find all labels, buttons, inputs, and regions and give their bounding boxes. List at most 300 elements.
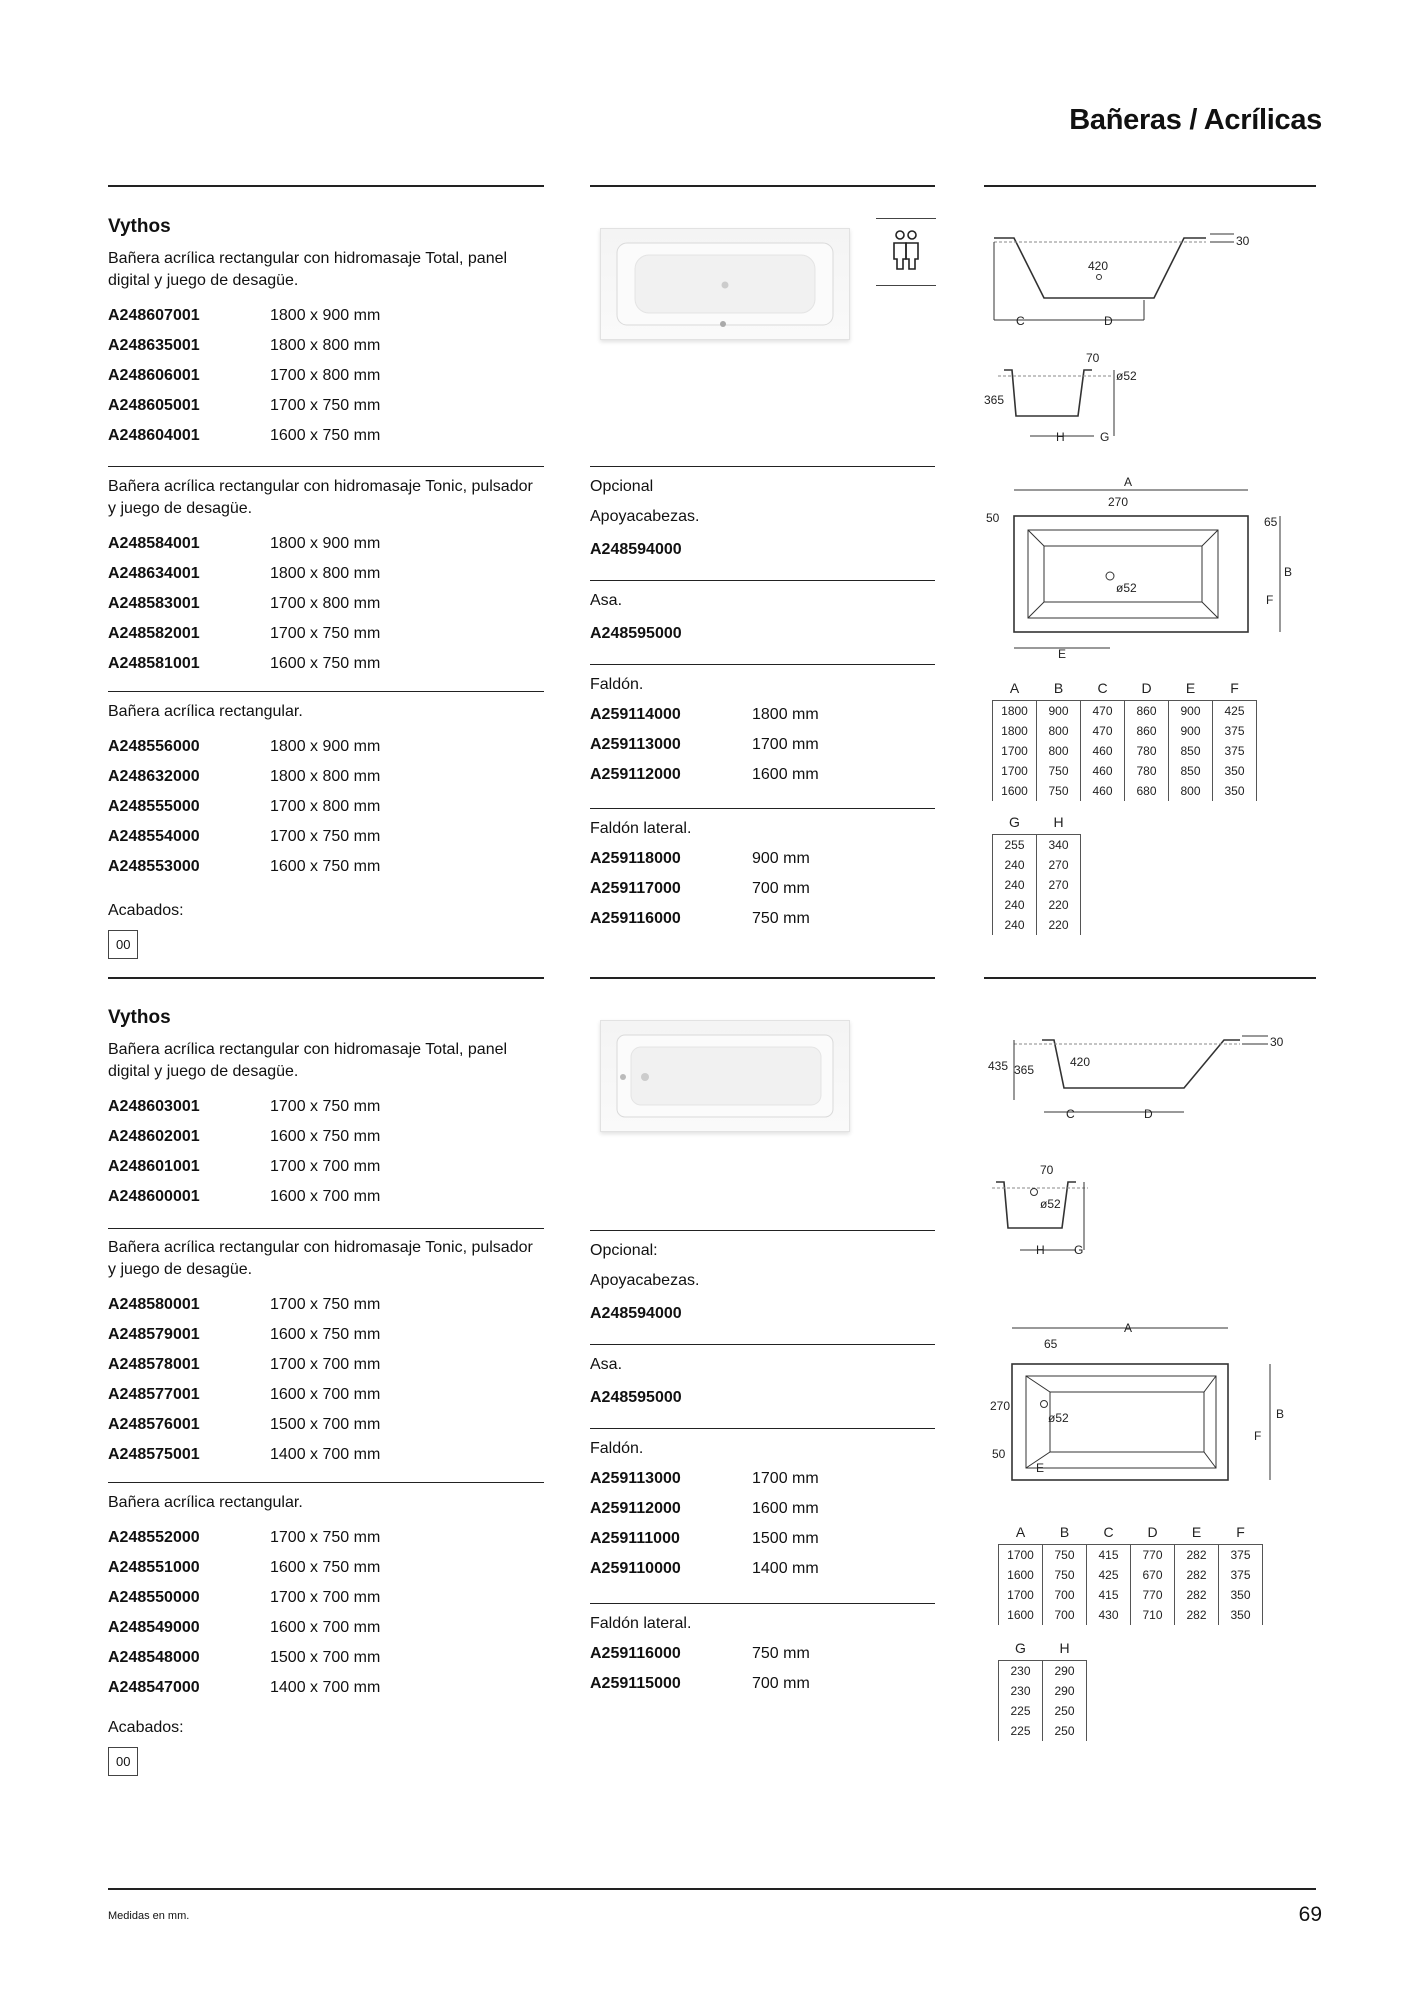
panel-row xyxy=(590,1554,935,1584)
dim-label: ø52 xyxy=(1116,581,1137,595)
product-code: A248577001 xyxy=(108,1386,200,1403)
section1-group3 xyxy=(108,701,544,959)
section2-handle xyxy=(590,1350,935,1416)
section1-options xyxy=(590,472,935,568)
table-row xyxy=(993,895,1081,915)
table-cell: 225 xyxy=(999,1701,1043,1721)
bathtub-illustration xyxy=(601,1021,849,1131)
panel-dim: 1500 mm xyxy=(752,1530,819,1547)
product-row xyxy=(108,1673,544,1703)
product-dim: 1800 x 900 mm xyxy=(270,738,381,755)
product-code: A248552000 xyxy=(108,1529,200,1546)
product-dim: 1400 x 700 mm xyxy=(270,1679,381,1696)
product-code: A248605001 xyxy=(108,397,200,414)
table-cell: 700 xyxy=(1043,1605,1087,1625)
section1-rule-left xyxy=(108,185,544,187)
panel-dim: 1600 mm xyxy=(752,1500,819,1517)
dim-label: 30 xyxy=(1270,1035,1284,1049)
table-cell: 460 xyxy=(1081,761,1125,781)
product-dim: 1700 x 750 mm xyxy=(270,397,381,414)
product-row xyxy=(108,1613,544,1643)
dim-label: C xyxy=(1016,314,1025,328)
bathtub-photo xyxy=(600,228,850,340)
product-dim: 1700 x 750 mm xyxy=(270,828,381,845)
product-code: A248553000 xyxy=(108,858,200,875)
product-code: A248575001 xyxy=(108,1446,200,1463)
product-dim: 1700 x 800 mm xyxy=(270,595,381,612)
table-cell: 1700 xyxy=(999,1585,1043,1605)
options-divider xyxy=(590,808,935,809)
section2-options xyxy=(590,1236,935,1332)
options-heading: Opcional: xyxy=(590,1242,658,1259)
panel-dim: 1700 mm xyxy=(752,1470,819,1487)
table-cell: 255 xyxy=(993,835,1037,856)
section1-side-panel xyxy=(590,814,935,934)
product-code: A248554000 xyxy=(108,828,200,845)
table-cell: 900 xyxy=(1169,721,1213,741)
product-row xyxy=(108,1350,544,1380)
product-dim: 1500 x 700 mm xyxy=(270,1649,381,1666)
table-cell: 240 xyxy=(993,895,1037,915)
product-code: A248606001 xyxy=(108,367,200,384)
table-cell: 770 xyxy=(1131,1545,1175,1566)
table-cell: 1800 xyxy=(993,721,1037,741)
group-description: Bañera acrílica rectangular con hidromasaje Total, panel digital y juego de desagüe. xyxy=(108,1041,508,1080)
table-header: D xyxy=(1147,1524,1158,1540)
section2-rule-right xyxy=(984,977,1316,979)
table-cell: 240 xyxy=(993,855,1037,875)
product-dim: 1600 x 750 mm xyxy=(270,427,381,444)
table-cell: 270 xyxy=(1037,875,1081,895)
product-row xyxy=(108,762,544,792)
product-code: A248601001 xyxy=(108,1158,200,1175)
product-code: A248584001 xyxy=(108,535,200,552)
table-cell: 800 xyxy=(1169,781,1213,801)
dim-label: 70 xyxy=(1040,1163,1054,1177)
table-cell: 1800 xyxy=(993,701,1037,722)
options-divider xyxy=(590,1603,935,1604)
panel-code: A259111000 xyxy=(590,1530,680,1547)
dimensions-table xyxy=(992,680,1257,801)
table-header: G xyxy=(1015,1640,1026,1656)
options-divider xyxy=(590,580,935,581)
table-cell: 1700 xyxy=(999,1545,1043,1566)
handle-code: A248595000 xyxy=(590,1389,682,1406)
dim-label: 70 xyxy=(1086,351,1100,365)
table-cell: 340 xyxy=(1037,835,1081,856)
product-dim: 1800 x 800 mm xyxy=(270,565,381,582)
product-row xyxy=(108,619,544,649)
product-dim: 1700 x 800 mm xyxy=(270,798,381,815)
product-row xyxy=(108,792,544,822)
product-code: A248581001 xyxy=(108,655,200,672)
dim-label: 435 xyxy=(988,1059,1009,1073)
table-row xyxy=(999,1721,1087,1741)
panel-dim: 1600 mm xyxy=(752,766,819,783)
table-cell: 375 xyxy=(1213,741,1257,761)
table-cell: 1700 xyxy=(993,761,1037,781)
options-divider xyxy=(590,466,935,467)
product-dim: 1700 x 750 mm xyxy=(270,625,381,642)
table-cell: 750 xyxy=(1043,1545,1087,1566)
product-row xyxy=(108,822,544,852)
page-title: Bañeras / Acrílicas xyxy=(1069,104,1322,136)
table-cell: 850 xyxy=(1169,761,1213,781)
table-cell: 290 xyxy=(1043,1681,1087,1701)
table-row xyxy=(993,835,1081,856)
group-description: Bañera acrílica rectangular. xyxy=(108,703,303,720)
dim-label: 420 xyxy=(1070,1055,1091,1069)
section1-rule-mid xyxy=(590,185,935,187)
side-panel-row xyxy=(590,874,935,904)
options-divider xyxy=(590,1230,935,1231)
product-row xyxy=(108,732,544,762)
table-cell: 282 xyxy=(1175,1605,1219,1625)
product-code: A248550000 xyxy=(108,1589,200,1606)
side-panel-row xyxy=(590,1669,935,1699)
two-person-icon-box xyxy=(876,218,936,286)
table-cell: 375 xyxy=(1219,1545,1263,1566)
handle-row xyxy=(590,616,935,652)
table-header: H xyxy=(1053,814,1064,830)
table-header: C xyxy=(1097,680,1108,696)
dim-label: E xyxy=(1058,647,1067,660)
technical-drawing xyxy=(984,1018,1314,1498)
table-cell: 350 xyxy=(1219,1605,1263,1625)
headrest-label: Apoyacabezas. xyxy=(590,508,700,525)
product-row xyxy=(108,1440,544,1470)
dim-label: G xyxy=(1074,1243,1084,1257)
panel-row xyxy=(590,1494,935,1524)
side-panel-dim: 900 mm xyxy=(752,850,810,867)
section1-products xyxy=(108,216,544,451)
dim-label: D xyxy=(1144,1107,1153,1121)
dimensions-table xyxy=(998,1524,1263,1625)
headrest-row xyxy=(590,532,935,568)
product-row xyxy=(108,589,544,619)
family-title: Vythos xyxy=(108,216,171,237)
product-dim: 1700 x 750 mm xyxy=(270,1098,381,1115)
table-header: B xyxy=(1053,680,1064,696)
panel-label: Faldón. xyxy=(590,676,644,693)
product-row xyxy=(108,559,544,589)
group-description: Bañera acrílica rectangular con hidromasaje Tonic, pulsador y juego de desagüe. xyxy=(108,1239,533,1278)
table-cell: 230 xyxy=(999,1681,1043,1701)
gh-dimensions-table xyxy=(992,814,1081,935)
side-panel-dim: 750 mm xyxy=(752,1645,810,1662)
table-cell: 220 xyxy=(1037,895,1081,915)
table-cell: 770 xyxy=(1131,1585,1175,1605)
table-cell: 460 xyxy=(1081,781,1125,801)
table-row xyxy=(993,875,1081,895)
product-dim: 1700 x 700 mm xyxy=(270,1158,381,1175)
table-row xyxy=(993,721,1257,741)
product-code: A248635001 xyxy=(108,337,200,354)
table-cell: 900 xyxy=(1037,701,1081,722)
product-dim: 1500 x 700 mm xyxy=(270,1416,381,1433)
table-header: A xyxy=(1015,1524,1026,1540)
section1-rule-right xyxy=(984,185,1316,187)
product-row xyxy=(108,1290,544,1320)
side-panel-code: A259118000 xyxy=(590,850,681,867)
finish-swatch[interactable]: 00 xyxy=(108,1747,138,1776)
table-row xyxy=(999,1701,1087,1721)
product-dim: 1800 x 800 mm xyxy=(270,768,381,785)
product-row xyxy=(108,391,544,421)
dim-label: H xyxy=(1036,1243,1045,1257)
footer-note: Medidas en mm. xyxy=(108,1910,190,1922)
table-row xyxy=(993,761,1257,781)
section2-rule-mid xyxy=(590,977,935,979)
product-dim: 1400 x 700 mm xyxy=(270,1446,381,1463)
table-cell: 425 xyxy=(1213,701,1257,722)
product-row xyxy=(108,331,544,361)
table-cell: 240 xyxy=(993,875,1037,895)
table-cell: 1700 xyxy=(993,741,1037,761)
gh-dimensions-table xyxy=(998,1640,1087,1741)
product-row xyxy=(108,1320,544,1350)
side-panel-code: A259116000 xyxy=(590,1645,681,1662)
product-code: A248582001 xyxy=(108,625,200,642)
product-row xyxy=(108,1553,544,1583)
side-panel-row xyxy=(590,904,935,934)
group-description: Bañera acrílica rectangular con hidromasaje Total, panel digital y juego de desagüe. xyxy=(108,250,508,289)
product-row xyxy=(108,1523,544,1553)
dim-label: B xyxy=(1284,565,1293,579)
family-title: Vythos xyxy=(108,1007,171,1028)
table-cell: 470 xyxy=(1081,701,1125,722)
table-cell: 460 xyxy=(1081,741,1125,761)
headrest-code: A248594000 xyxy=(590,1305,682,1322)
table-cell: 900 xyxy=(1169,701,1213,722)
side-panel-code: A259117000 xyxy=(590,880,681,897)
section2-rule-left xyxy=(108,977,544,979)
product-code: A248578001 xyxy=(108,1356,200,1373)
finish-swatch[interactable]: 00 xyxy=(108,930,138,959)
table-cell: 375 xyxy=(1219,1565,1263,1585)
section1-panel xyxy=(590,670,935,790)
table-cell: 1600 xyxy=(999,1605,1043,1625)
product-row xyxy=(108,1643,544,1673)
side-panel-row xyxy=(590,1639,935,1669)
table-header: C xyxy=(1103,1524,1114,1540)
product-dim: 1600 x 700 mm xyxy=(270,1619,381,1636)
table-cell: 282 xyxy=(1175,1545,1219,1566)
table-row xyxy=(999,1565,1263,1585)
table-cell: 860 xyxy=(1125,721,1169,741)
table-cell: 350 xyxy=(1213,781,1257,801)
product-code: A248556000 xyxy=(108,738,200,755)
dim-label: ø52 xyxy=(1040,1197,1061,1211)
table-cell: 350 xyxy=(1213,761,1257,781)
table-cell: 220 xyxy=(1037,915,1081,935)
product-dim: 1700 x 700 mm xyxy=(270,1356,381,1373)
headrest-code: A248594000 xyxy=(590,541,682,558)
handle-label: Asa. xyxy=(590,592,623,609)
panel-code: A259112000 xyxy=(590,1500,681,1517)
table-cell: 670 xyxy=(1131,1565,1175,1585)
table-cell: 1600 xyxy=(993,781,1037,801)
product-list xyxy=(108,301,544,451)
section1-handle xyxy=(590,586,935,652)
product-code: A248600001 xyxy=(108,1188,200,1205)
table-row xyxy=(999,1661,1087,1682)
table-header: F xyxy=(1230,680,1239,696)
product-row xyxy=(108,529,544,559)
dim-label: 270 xyxy=(990,1399,1011,1413)
group-divider xyxy=(108,466,544,467)
table-cell: 850 xyxy=(1169,741,1213,761)
product-row xyxy=(108,421,544,451)
table-cell: 250 xyxy=(1043,1701,1087,1721)
dim-label: C xyxy=(1066,1107,1075,1121)
product-code: A248555000 xyxy=(108,798,200,815)
panel-label: Faldón. xyxy=(590,1440,644,1457)
table-header: E xyxy=(1191,1524,1202,1540)
table-cell: 225 xyxy=(999,1721,1043,1741)
dim-label: 50 xyxy=(986,511,1000,525)
product-row xyxy=(108,1092,544,1122)
panel-row xyxy=(590,1524,935,1554)
product-code: A248603001 xyxy=(108,1098,200,1115)
product-row xyxy=(108,852,544,882)
table-cell: 680 xyxy=(1125,781,1169,801)
options-heading: Opcional xyxy=(590,478,654,495)
table-cell: 415 xyxy=(1087,1545,1131,1566)
table-cell: 470 xyxy=(1081,721,1125,741)
table-row xyxy=(993,781,1257,801)
product-code: A248547000 xyxy=(108,1679,200,1696)
section2-products xyxy=(108,1007,544,1212)
table-row xyxy=(999,1585,1263,1605)
product-dim: 1600 x 750 mm xyxy=(270,1326,381,1343)
dim-label: 65 xyxy=(1044,1337,1058,1351)
section1-group2 xyxy=(108,476,544,679)
group-divider xyxy=(108,1482,544,1483)
panel-code: A259114000 xyxy=(590,706,681,723)
bathtub-photo xyxy=(600,1020,850,1132)
panel-dim: 1800 mm xyxy=(752,706,819,723)
dim-label: ø52 xyxy=(1116,369,1137,383)
dim-label: G xyxy=(1100,430,1110,444)
section2-group2 xyxy=(108,1237,544,1470)
headrest-row xyxy=(590,1296,935,1332)
table-cell: 430 xyxy=(1087,1605,1131,1625)
panel-row xyxy=(590,700,935,730)
dim-label: 420 xyxy=(1088,259,1109,273)
section2-panel xyxy=(590,1434,935,1584)
group-divider xyxy=(108,691,544,692)
product-dim: 1700 x 750 mm xyxy=(270,1529,381,1546)
panel-dim: 1400 mm xyxy=(752,1560,819,1577)
table-row xyxy=(993,915,1081,935)
group-description: Bañera acrílica rectangular con hidromasaje Tonic, pulsador y juego de desagüe. xyxy=(108,478,533,517)
options-divider xyxy=(590,664,935,665)
dim-label: D xyxy=(1104,314,1113,328)
table-cell: 282 xyxy=(1175,1585,1219,1605)
table-header: B xyxy=(1059,1524,1070,1540)
panel-code: A259113000 xyxy=(590,1470,681,1487)
dim-label: 270 xyxy=(1108,495,1129,509)
product-row xyxy=(108,1380,544,1410)
table-cell: 250 xyxy=(1043,1721,1087,1741)
product-dim: 1700 x 750 mm xyxy=(270,1296,381,1313)
table-row xyxy=(999,1681,1087,1701)
dim-label: 50 xyxy=(992,1447,1006,1461)
two-person-icon xyxy=(876,219,936,285)
table-cell: 375 xyxy=(1213,721,1257,741)
product-dim: 1600 x 700 mm xyxy=(270,1188,381,1205)
table-cell: 240 xyxy=(993,915,1037,935)
table-cell: 425 xyxy=(1087,1565,1131,1585)
side-panel-label: Faldón lateral. xyxy=(590,820,692,837)
options-divider xyxy=(590,1428,935,1429)
side-panel-label: Faldón lateral. xyxy=(590,1615,692,1632)
product-row xyxy=(108,361,544,391)
table-cell: 800 xyxy=(1037,741,1081,761)
section2-side-panel xyxy=(590,1609,935,1699)
table-row xyxy=(993,741,1257,761)
table-cell: 282 xyxy=(1175,1565,1219,1585)
product-row xyxy=(108,649,544,679)
product-dim: 1800 x 900 mm xyxy=(270,307,381,324)
product-code: A248634001 xyxy=(108,565,200,582)
options-divider xyxy=(590,1344,935,1345)
panel-code: A259112000 xyxy=(590,766,681,783)
table-header: D xyxy=(1141,680,1152,696)
product-dim: 1600 x 750 mm xyxy=(270,858,381,875)
table-cell: 780 xyxy=(1125,741,1169,761)
table-cell: 750 xyxy=(1043,1565,1087,1585)
handle-code: A248595000 xyxy=(590,625,682,642)
table-cell: 230 xyxy=(999,1661,1043,1682)
product-dim: 1800 x 900 mm xyxy=(270,535,381,552)
dim-label: F xyxy=(1266,593,1274,607)
table-header: E xyxy=(1185,680,1196,696)
product-code: A248551000 xyxy=(108,1559,200,1576)
table-cell: 780 xyxy=(1125,761,1169,781)
table-cell: 290 xyxy=(1043,1661,1087,1682)
product-row xyxy=(108,1182,544,1212)
product-dim: 1600 x 700 mm xyxy=(270,1386,381,1403)
table-header: F xyxy=(1236,1524,1245,1540)
handle-row xyxy=(590,1380,935,1416)
table-header: G xyxy=(1009,814,1020,830)
side-panel-row xyxy=(590,844,935,874)
dim-label: F xyxy=(1254,1429,1262,1443)
product-dim: 1600 x 750 mm xyxy=(270,1128,381,1145)
dim-label: ø52 xyxy=(1048,1411,1069,1425)
product-code: A248580001 xyxy=(108,1296,200,1313)
dim-label: 365 xyxy=(1014,1063,1035,1077)
dim-label: A xyxy=(1124,1321,1133,1335)
table-cell: 750 xyxy=(1037,761,1081,781)
table-cell: 270 xyxy=(1037,855,1081,875)
product-row xyxy=(108,1122,544,1152)
panel-row xyxy=(590,1464,935,1494)
product-dim: 1600 x 750 mm xyxy=(270,655,381,672)
table-cell: 350 xyxy=(1219,1585,1263,1605)
panel-row xyxy=(590,760,935,790)
product-code: A248632000 xyxy=(108,768,200,785)
product-row xyxy=(108,301,544,331)
side-panel-code: A259115000 xyxy=(590,1675,681,1692)
side-panel-code: A259116000 xyxy=(590,910,681,927)
dim-label: 65 xyxy=(1264,515,1278,529)
dim-label: A xyxy=(1124,475,1133,489)
handle-label: Asa. xyxy=(590,1356,623,1373)
page-number: 69 xyxy=(1298,1903,1322,1926)
